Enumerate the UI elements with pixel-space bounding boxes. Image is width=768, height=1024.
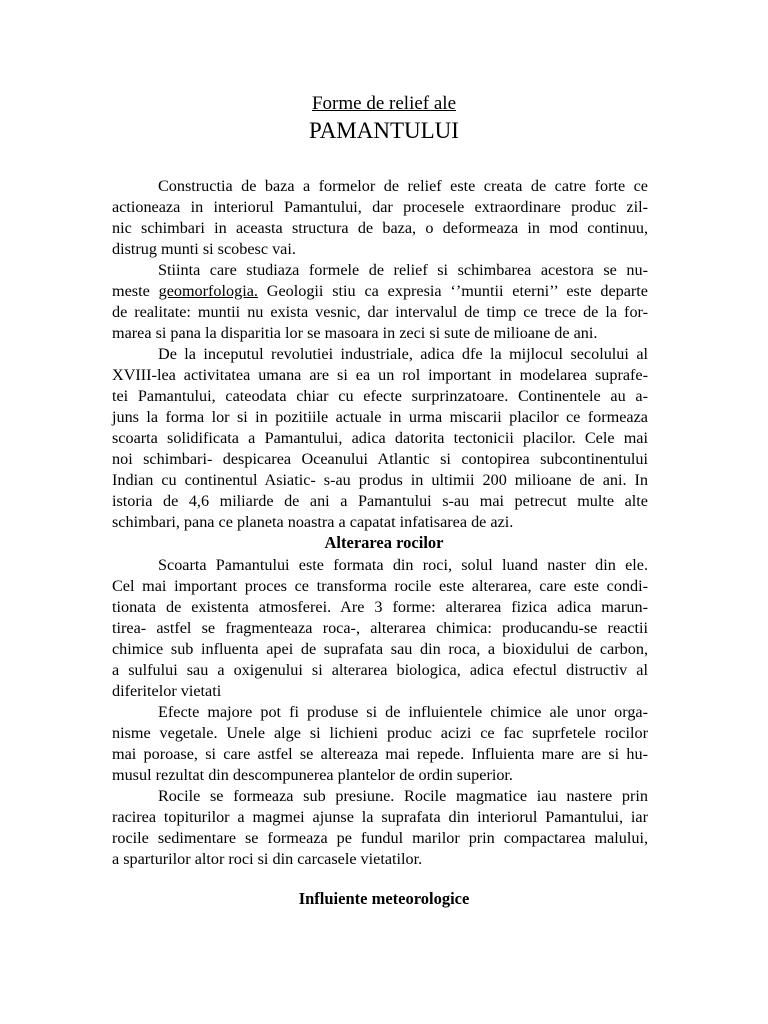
text-line: nisme vegetale. Unele alge si lichieni produc acizi ce fac suprfetele rocilor: [112, 724, 648, 742]
text-line: chimice sub influenta apei de suprafata sau din roca, a bioxidului de carbon,: [112, 640, 648, 658]
text-line: actioneaza in interiorul Pamantului, dar procesele extraordinare produc zil-: [112, 198, 648, 216]
text-line: marea si pana la disparitia lor se masoara in zeci si sute de milioane de ani.: [112, 324, 598, 342]
text-line: racirea topiturilor a magmei ajunse la suprafata din interiorul Pamantului, iar: [112, 808, 648, 826]
text-line: istoria de 4,6 miliarde de ani a Pamantului s-au mai petrecut multe alte: [112, 492, 648, 510]
title-line-1: Forme de relief ale: [311, 93, 456, 114]
text-line: tei Pamantului, cateodata chiar cu efecte surprinzatoare. Continentele au a-: [112, 387, 648, 405]
text-line: a sparturilor altor roci si din carcasele vietatilor.: [112, 850, 423, 868]
text-line: noi schimbari- despicarea Oceanului Atlantic si contopirea subcontinentului: [112, 450, 648, 468]
text-span: meste: [112, 282, 159, 300]
text-line: schimbari, pana ce planeta noastra a capatat infatisarea de azi.: [112, 513, 514, 531]
text-line: Scoarta Pamantului este formata din roci, solul luand naster din ele.: [158, 556, 648, 574]
text-line: De la inceputul revolutiei industriale, adica dfe la mijlocul secolului al: [158, 345, 648, 363]
text-line: nic schimbari in aceasta structura de baza, o deformeaza in mod continuu,: [112, 219, 648, 237]
text-line: XVIII-lea activitatea umana are si ea un rol important in modelarea suprafe-: [112, 366, 648, 384]
text-line: Constructia de baza a formelor de relief este creata de catre forte ce: [158, 177, 648, 195]
text-line: scoarta solidificata a Pamantului, adica datorita tectonicii placilor. Cele mai: [112, 429, 648, 447]
text-line: tionata de existenta atmosferei. Are 3 forme: alterarea fizica adica marun-: [112, 598, 648, 616]
text-line: musul rezultat din descompunerea plantelor de ordin superior.: [112, 766, 513, 784]
text-line: mai poroase, si care astfel se altereaza mai repede. Influienta mare are si hu-: [112, 745, 648, 763]
section-heading: Alterarea rocilor: [324, 533, 444, 552]
text-line: Rocile se formeaza sub presiune. Rocile magmatice iau nastere prin: [158, 787, 648, 805]
text-line: tirea- astfel se fragmenteaza roca-, alterarea chimica: producandu-se reactii: [112, 619, 648, 637]
text-line: Efecte majore pot fi produse si de influientele chimice ale unor orga-: [158, 703, 648, 721]
text-line: de realitate: muntii nu exista vesnic, dar intervalul de timp ce trece de la for-: [112, 303, 648, 321]
text-line: Indian cu continentul Asiatic- s-au produs in ultimii 200 milioane de ani. In: [112, 471, 648, 489]
text-line: Cel mai important proces ce transforma rocile este alterarea, care este condi-: [112, 577, 648, 595]
text-line: Stiinta care studiaza formele de relief si schimbarea acestora se nu-: [158, 261, 648, 279]
text-line: diferitelor vietati: [112, 682, 222, 700]
underlined-term: geomorfologia.: [158, 282, 258, 300]
text-line: [112, 281, 648, 302]
text-span: Geologii stiu ca expresia ‘’muntii eterni’’ este departe: [257, 282, 648, 300]
text-line: distrug munti si scobesc vai.: [112, 240, 296, 258]
text-line: a sulfului sau a oxigenului si alterarea biologica, adica efectul distructiv al: [112, 661, 648, 679]
section-heading: Influiente meteorologice: [298, 889, 470, 908]
text-line: rocile sedimentare se formeaza pe fundul marilor prin compactarea malului,: [112, 829, 648, 847]
text-line: juns la forma lor si in pozitiile actuale in urma miscarii placilor ce formeaza: [112, 408, 648, 426]
title-line-2: PAMANTULUI: [309, 118, 459, 143]
